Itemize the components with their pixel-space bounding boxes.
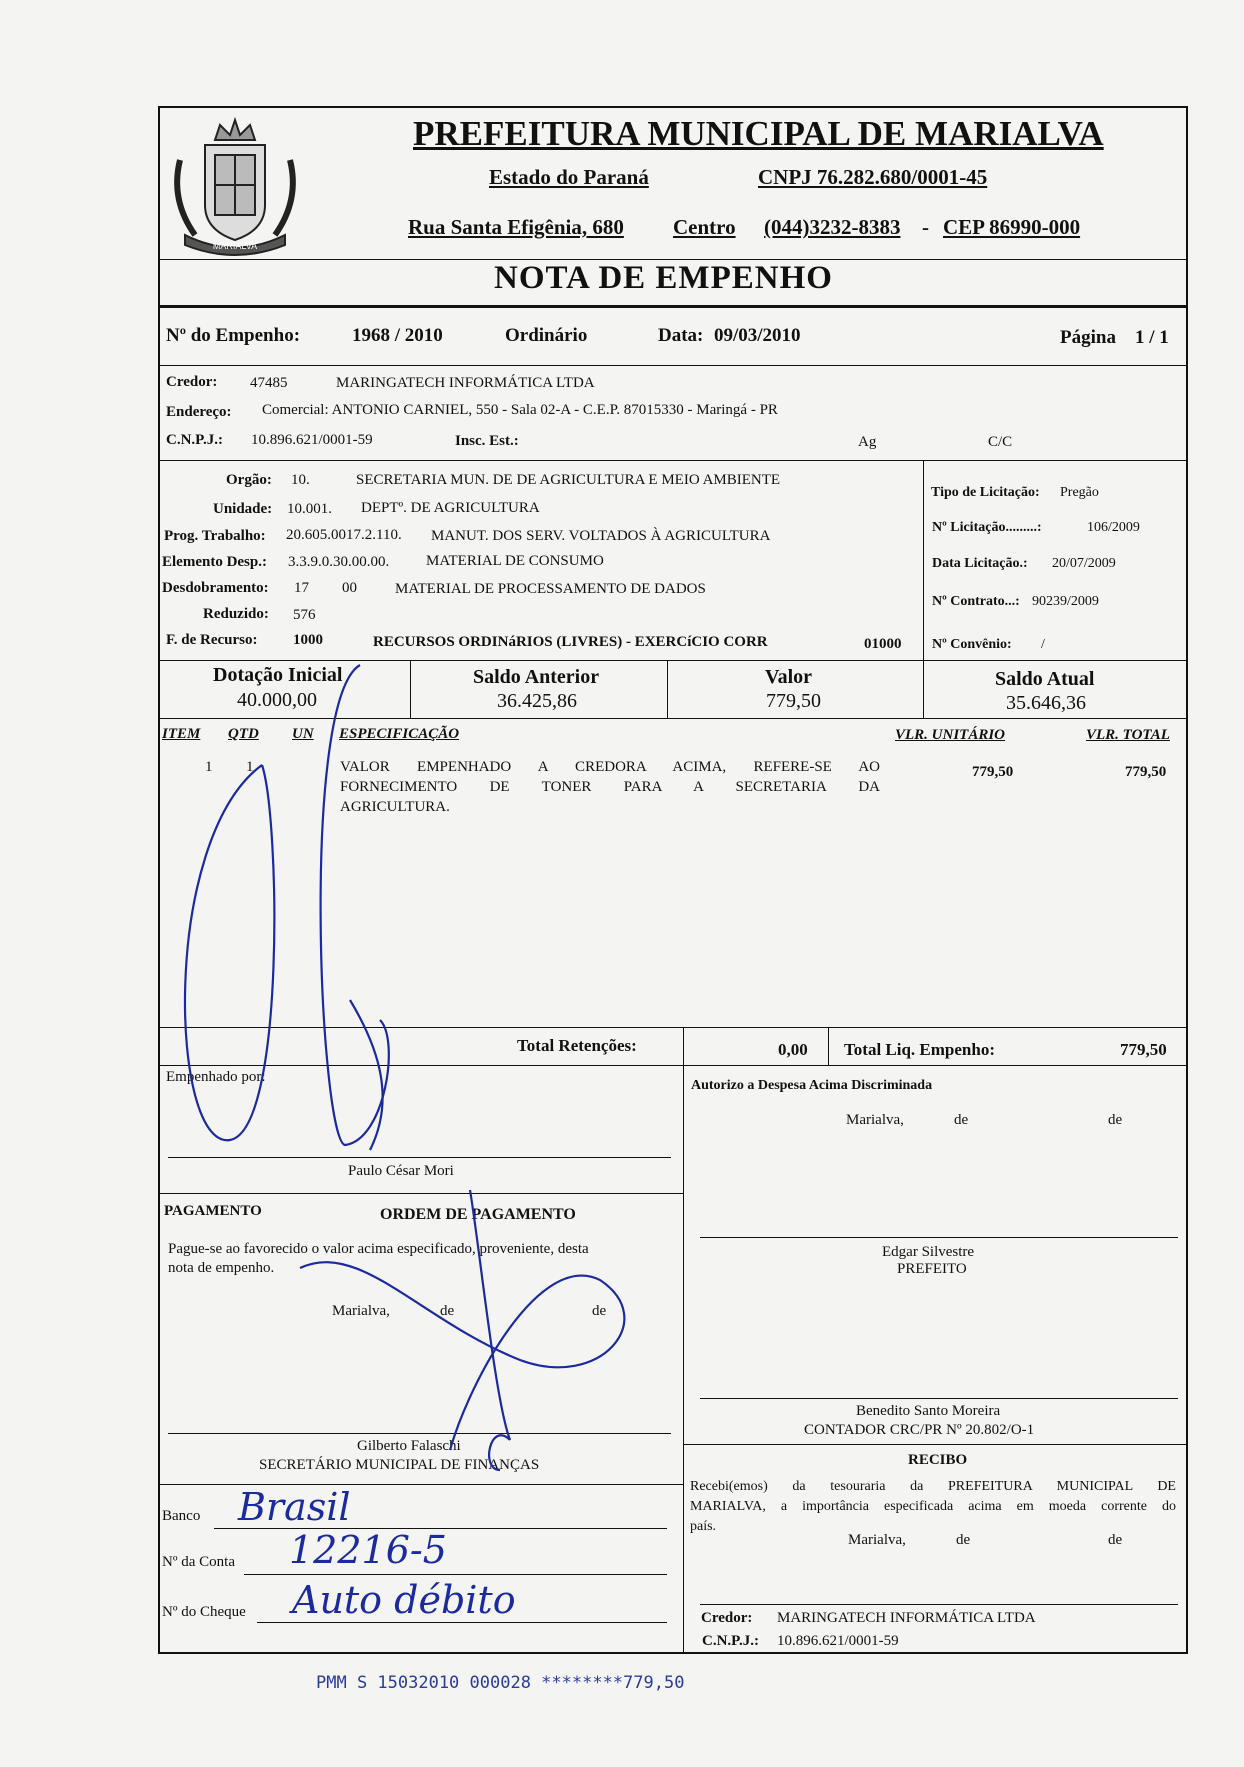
- secretario-title: SECRETÁRIO MUNICIPAL DE FINANÇAS: [259, 1457, 540, 1473]
- recibo-de-2: de: [1108, 1532, 1123, 1548]
- svg-text:MARIALVA: MARIALVA: [212, 241, 258, 251]
- unidade-code: 10.001.: [287, 501, 332, 517]
- item-unit-value: 779,50: [972, 764, 1014, 780]
- valor-value: 779,50: [766, 690, 821, 712]
- pagamento-place: Marialva,: [332, 1303, 390, 1319]
- divider: [683, 1065, 684, 1654]
- autorizo-de-1: de: [954, 1112, 969, 1128]
- item-qtd: 1: [246, 759, 254, 775]
- page-number: 1 / 1: [1135, 327, 1169, 348]
- divider: [683, 1027, 684, 1065]
- divider: [158, 1484, 683, 1485]
- banco-handwritten: Brasil: [238, 1485, 351, 1529]
- recurso-code: 1000: [293, 632, 323, 648]
- recibo-text-2: MARIALVA, a importância especificada acima em moeda corrente do: [690, 1499, 1176, 1514]
- contador-title: CONTADOR CRC/PR Nº 20.802/O-1: [804, 1422, 1035, 1438]
- conta-label: Nº da Conta: [162, 1554, 235, 1570]
- desdobramento-a: 17: [294, 580, 309, 596]
- orgao-code: 10.: [291, 472, 310, 488]
- reduzido-label: Reduzido:: [203, 606, 269, 622]
- col-qtd: QTD: [228, 726, 259, 742]
- empenho-date: 09/03/2010: [714, 325, 801, 346]
- liquido-value: 779,50: [1120, 1040, 1167, 1059]
- divider: [828, 1027, 829, 1065]
- valor-label: Valor: [765, 666, 813, 688]
- credor-label: Credor:: [166, 374, 218, 390]
- retencoes-label: Total Retenções:: [517, 1036, 637, 1055]
- pagamento-text-2: nota de empenho.: [168, 1260, 275, 1276]
- conta-line: [244, 1574, 667, 1575]
- licitacao-num-label: Nº Licitação.........:: [932, 520, 1042, 535]
- empenhado-name: Paulo César Mori: [348, 1163, 454, 1179]
- empenho-type: Ordinário: [505, 325, 588, 346]
- recibo-label: RECIBO: [908, 1452, 968, 1468]
- secretario-name: Gilberto Falaschi: [357, 1438, 461, 1454]
- recurso-name: RECURSOS ORDINáRIOS (LIVRES) - EXERCíCIO CORR: [373, 634, 768, 650]
- header-cnpj: CNPJ 76.282.680/0001-45: [758, 165, 988, 189]
- cheque-handwritten: Auto débito: [292, 1578, 516, 1622]
- orgao-name: SECRETARIA MUN. DE DE AGRICULTURA E MEIO AMBIENTE: [356, 472, 781, 488]
- col-unit: VLR. UNITÁRIO: [895, 727, 1006, 743]
- item-number: 1: [205, 759, 213, 775]
- prog-label: Prog. Trabalho:: [164, 528, 266, 544]
- licitacao-tipo: Pregão: [1060, 485, 1099, 500]
- col-total: VLR. TOTAL: [1086, 727, 1170, 743]
- recibo-text-3: país.: [690, 1519, 717, 1534]
- prog-code: 20.605.0017.2.110.: [286, 527, 402, 543]
- dotacao-label: Dotação Inicial: [213, 664, 343, 686]
- divider: [410, 660, 411, 718]
- col-item: ITEM: [162, 726, 201, 742]
- header-state: Estado do Paraná: [489, 165, 649, 189]
- ordem-pagamento-label: ORDEM DE PAGAMENTO: [380, 1206, 576, 1223]
- signature-line: [168, 1157, 671, 1158]
- divider: [158, 460, 1188, 461]
- licitacao-num: 106/2009: [1087, 520, 1140, 535]
- conta-handwritten: 12216-5: [289, 1528, 447, 1572]
- header-separator: -: [922, 215, 929, 239]
- signature-line: [168, 1433, 671, 1434]
- divider: [158, 305, 1188, 308]
- pagamento-text-1: Pague-se ao favorecido o valor acima especificado, proveniente, desta: [168, 1241, 589, 1257]
- divider: [158, 1065, 1188, 1066]
- elemento-code: 3.3.9.0.30.00.00.: [288, 554, 390, 570]
- credor-foot-name: MARINGATECH INFORMÁTICA LTDA: [777, 1610, 1036, 1626]
- credor-foot-cnpj-label: C.N.P.J.:: [702, 1633, 759, 1649]
- unidade-name: DEPTº. DE AGRICULTURA: [361, 500, 540, 516]
- prog-name: MANUT. DOS SERV. VOLTADOS À AGRICULTURA: [431, 528, 771, 544]
- orgao-label: Orgão:: [226, 472, 272, 488]
- divider: [158, 1027, 1188, 1028]
- divider: [683, 1444, 1188, 1445]
- recibo-text-1: Recebi(emos) da tesouraria da PREFEITURA MUNICIPAL DE: [690, 1479, 1176, 1494]
- convenio-label: Nº Convênio:: [932, 637, 1012, 652]
- col-un: UN: [292, 726, 314, 742]
- saldo-atual-value: 35.646,36: [1006, 692, 1086, 714]
- credor-foot-label: Credor:: [701, 1610, 753, 1626]
- cheque-label: Nº do Cheque: [162, 1604, 246, 1620]
- header-cep: CEP 86990-000: [943, 215, 1081, 239]
- elemento-label: Elemento Desp.:: [162, 554, 267, 570]
- item-total-value: 779,50: [1125, 764, 1167, 780]
- divider: [158, 660, 1188, 661]
- saldo-anterior-value: 36.425,86: [497, 690, 577, 712]
- contador-name: Benedito Santo Moreira: [856, 1403, 1001, 1419]
- cashier-stamp: PMM S 15032010 000028 ********779,50: [316, 1673, 685, 1693]
- cnpj-label: C.N.P.J.:: [166, 432, 223, 448]
- header-district: Centro: [673, 215, 736, 239]
- divider: [158, 718, 1188, 719]
- header-title: PREFEITURA MUNICIPAL DE MARIALVA: [413, 114, 1104, 153]
- header-phone: (044)3232-8383: [764, 215, 901, 239]
- signature-line: [700, 1398, 1178, 1399]
- divider: [158, 365, 1188, 366]
- prefeito-title: PREFEITO: [897, 1261, 967, 1277]
- desdobramento-label: Desdobramento:: [162, 580, 269, 596]
- pagamento-de-2: de: [592, 1303, 607, 1319]
- recurso-label: F. de Recurso:: [166, 632, 258, 648]
- unidade-label: Unidade:: [213, 501, 273, 517]
- desdobramento-b: 00: [342, 580, 357, 596]
- elemento-name: MATERIAL DE CONSUMO: [426, 553, 604, 569]
- credor-code: 47485: [250, 375, 288, 391]
- ag-label: Ag: [858, 434, 877, 450]
- liquido-label: Total Liq. Empenho:: [844, 1040, 995, 1059]
- item-spec-line-2: FORNECIMENTO DE TONER PARA A SECRETARIA DA: [340, 779, 880, 795]
- desdobramento-name: MATERIAL DE PROCESSAMENTO DE DADOS: [395, 581, 706, 597]
- convenio-value: /: [1041, 637, 1045, 652]
- item-spec-line-3: AGRICULTURA.: [340, 799, 450, 815]
- divider: [923, 660, 924, 718]
- divider: [158, 1193, 683, 1194]
- recurso-number: 01000: [864, 636, 902, 652]
- empenho-number: 1968 / 2010: [352, 325, 443, 346]
- dotacao-value: 40.000,00: [237, 689, 317, 711]
- empenho-date-label: Data:: [658, 325, 704, 346]
- retencoes-value: 0,00: [778, 1040, 808, 1059]
- cc-label: C/C: [988, 434, 1013, 450]
- licitacao-tipo-label: Tipo de Licitação:: [931, 485, 1040, 500]
- recibo-place: Marialva,: [848, 1532, 906, 1548]
- contrato-label: Nº Contrato...:: [932, 594, 1020, 609]
- credor-address: Comercial: ANTONIO CARNIEL, 550 - Sala 02-A - C.E.P. 87015330 - Maringá - PR: [262, 402, 778, 418]
- saldo-anterior-label: Saldo Anterior: [473, 666, 600, 688]
- empenho-label: Nº do Empenho:: [166, 325, 301, 346]
- autorizo-de-2: de: [1108, 1112, 1123, 1128]
- divider: [923, 460, 924, 660]
- cheque-line: [257, 1622, 667, 1623]
- prefeito-name: Edgar Silvestre: [882, 1244, 975, 1260]
- page-label: Página: [1060, 327, 1116, 348]
- recibo-de-1: de: [956, 1532, 971, 1548]
- banco-label: Banco: [162, 1508, 201, 1524]
- credor-cnpj: 10.896.621/0001-59: [251, 432, 373, 448]
- credor-name: MARINGATECH INFORMÁTICA LTDA: [336, 375, 595, 391]
- saldo-atual-label: Saldo Atual: [995, 668, 1095, 690]
- signature-line: [700, 1237, 1178, 1238]
- signature-line: [700, 1604, 1178, 1605]
- contrato-value: 90239/2009: [1032, 594, 1099, 609]
- insc-label: Insc. Est.:: [455, 433, 519, 449]
- item-spec-line-1: VALOR EMPENHADO A CREDORA ACIMA, REFERE-SE AO: [340, 759, 880, 775]
- credor-foot-cnpj: 10.896.621/0001-59: [777, 1633, 899, 1649]
- pagamento-label: PAGAMENTO: [164, 1203, 262, 1219]
- autorizo-label: Autorizo a Despesa Acima Discriminada: [691, 1078, 933, 1093]
- autorizo-place: Marialva,: [846, 1112, 904, 1128]
- address-label: Endereço:: [166, 404, 232, 420]
- doc-title: NOTA DE EMPENHO: [494, 260, 833, 296]
- licitacao-data-label: Data Licitação.:: [932, 556, 1028, 571]
- divider: [667, 660, 668, 718]
- empenhado-label: Empenhado por:: [166, 1069, 266, 1085]
- header-street: Rua Santa Efigênia, 680: [408, 215, 624, 239]
- coat-of-arms-icon: [160, 110, 310, 260]
- licitacao-data: 20/07/2009: [1052, 556, 1116, 571]
- reduzido-value: 576: [293, 607, 316, 623]
- col-spec: ESPECIFICAÇÃO: [339, 726, 460, 742]
- pagamento-de-1: de: [440, 1303, 455, 1319]
